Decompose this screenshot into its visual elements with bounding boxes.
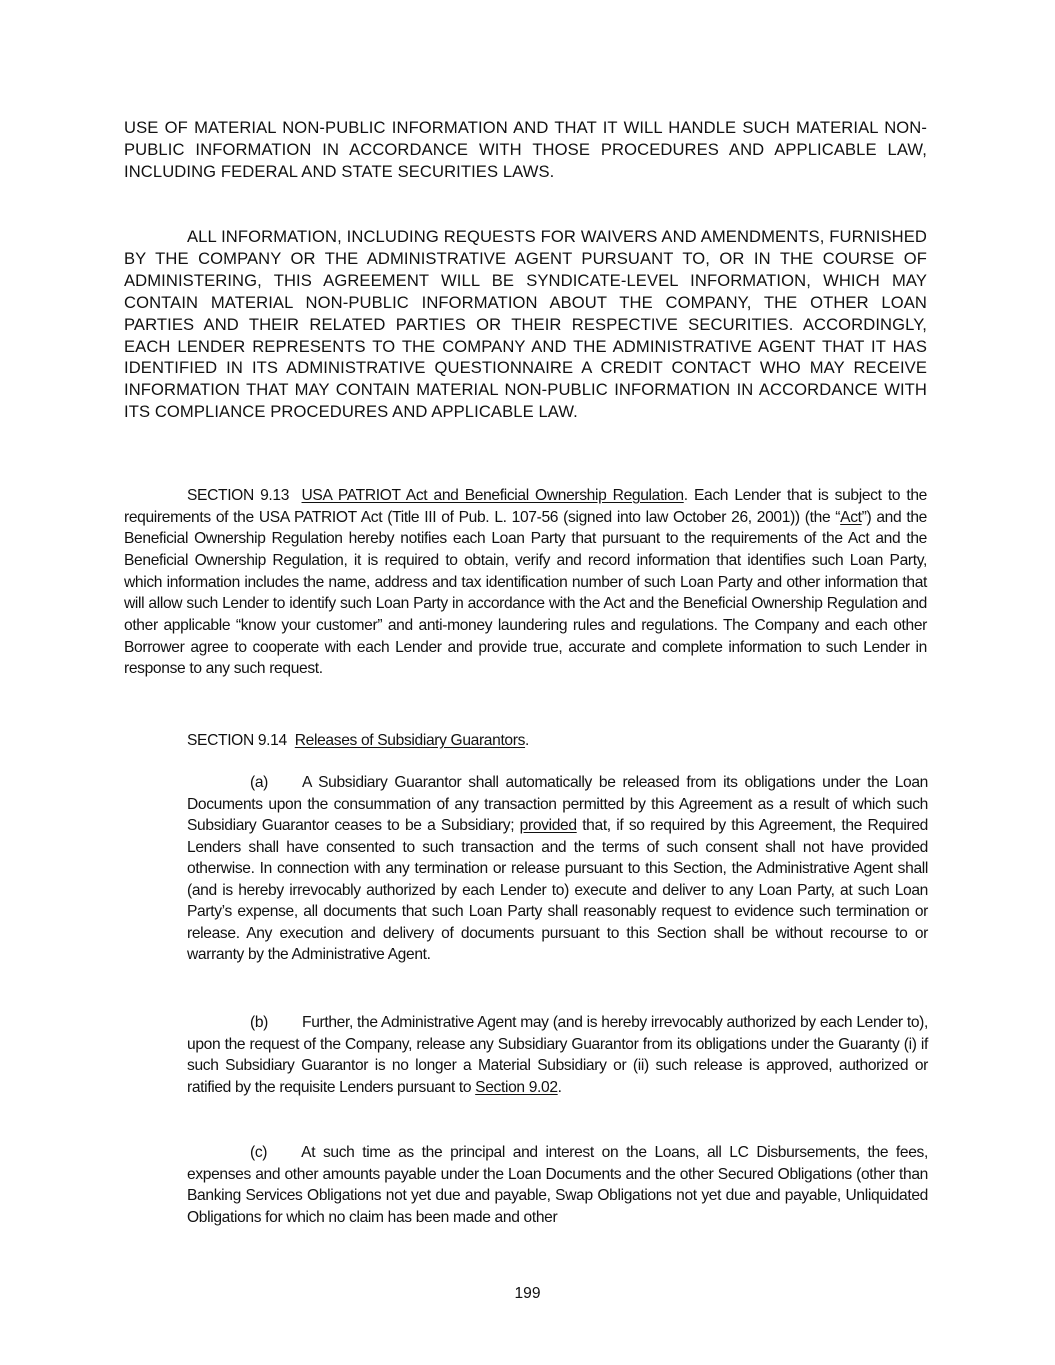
section-number: SECTION 9.13: [187, 487, 290, 504]
subsection-text: A Subsidiary Guarantor shall automatically be released from its obligations under the Loan Documents upon the consummation of any transaction permitted by this Agreement as a result of which such Subsidiary Guarantor ceases to be a Subsidiary;: [187, 774, 928, 835]
page-number: 199: [514, 1285, 541, 1302]
section-number: SECTION 9.14: [187, 732, 287, 749]
subsection-label: (b): [250, 1014, 269, 1031]
section-text: . Each Lender that is subject to the requirements of the USA PATRIOT Act (Title III of Pub. L. 107-56 (signed into law October 26, 2001)) (the “: [124, 487, 927, 526]
defined-term-act: Act: [840, 508, 862, 526]
heading-period: .: [525, 732, 530, 749]
term-provided: provided: [519, 817, 577, 835]
paragraph-mnpi-handling: USE OF MATERIAL NON-PUBLIC INFORMATION AND THAT IT WILL HANDLE SUCH MATERIAL NON-PUBLIC INFORMATION IN ACCORDANCE WITH THOSE PROCEDURES AND APPLICABLE LAW, INCLUDING FEDERAL AND STATE SECURITIES LAWS.: [124, 118, 927, 181]
subsection-text: Further, the Administrative Agent may (and is hereby irrevocably authorized by each Lender to), upon the request of the Company, release any Subsidiary Guarantor from its obligations under the Guaranty (i) if such Subsidiary Guarantor is no longer a Material Subsidiary or (ii) such release is approved, authorized or ratified by the requisite Lenders pursuant to: [187, 1014, 928, 1096]
subsection-b: [187, 1012, 928, 1098]
section-9-13-paragraph: [124, 485, 927, 680]
subsection-c: [187, 1142, 928, 1228]
subsection-a: [187, 772, 928, 966]
subsection-label: (a): [250, 774, 269, 791]
subsection-label: (c): [250, 1144, 268, 1161]
section-9-14-heading: [124, 730, 927, 752]
paragraph-syndicate-information: [124, 226, 927, 423]
paragraph-syndicate-information-text: ALL INFORMATION, INCLUDING REQUESTS FOR WAIVERS AND AMENDMENTS, FURNISHED BY THE COMPANY OR THE ADMINISTRATIVE AGENT PURSUANT TO, OR IN THE COURSE OF ADMINISTERING, THIS AGREEMENT WILL BE SYNDICATE-LEVEL INFORMATION, WHICH MAY CONTAIN MATERIAL NON-PUBLIC INFORMATION ABOUT THE COMPANY, THE OTHER LOAN PARTIES AND THEIR RELATED PARTIES OR THEIR RESPECTIVE SECURITIES. ACCORDINGLY, EACH LENDER REPRESENTS TO THE COMPANY AND THE ADMINISTRATIVE AGENT THAT IT HAS IDENTIFIED IN ITS ADMINISTRATIVE QUESTIONNAIRE A CREDIT CONTACT WHO MAY RECEIVE INFORMATION THAT MAY CONTAIN MATERIAL NON-PUBLIC INFORMATION IN ACCORDANCE WITH ITS COMPLIANCE PROCEDURES AND APPLICABLE LAW.: [124, 227, 927, 422]
subsection-text: that, if so required by this Agreement, the Required Lenders shall have consented to such transaction and the terms of such consent shall not have provided otherwise. In connection with any termination or release pursuant to this Section, the Administrative Agent shall (and is hereby irrevocably authorized by each Lender to) execute and deliver to any Loan Party, at such Loan Party’s expense, all documents that such Loan Party shall reasonably request to evidence such termination or release. Any execution and delivery of documents pursuant to this Section shall be without recourse to or warranty by the Administrative Agent.: [187, 817, 928, 964]
subsection-text: At such time as the principal and interest on the Loans, all LC Disbursements, the fees, expenses and other amounts payable under the Loan Documents and the other Secured Obligations (other than Banking Services Obligations not yet due and payable, Swap Obligations not yet due and payable, Unliquidated Obligations for which no claim has been made and other: [187, 1144, 928, 1226]
section-heading: USA PATRIOT Act and Beneficial Ownership Regulation: [301, 487, 684, 504]
section-text: ”) and the Beneficial Ownership Regulation hereby notifies each Loan Party that pursuant to the requirements of the Act and the Beneficial Ownership Regulation, it is required to obtain, verify and record information that identifies such Loan Party, which information includes the name, address and tax identification number of such Loan Party and other information that will allow such Lender to identify such Loan Party in accordance with the Act and the Beneficial Ownership Regulation and other applicable “know your customer” and anti-money laundering rules and regulations. The Company and each other Borrower agree to cooperate with each Lender and provide true, accurate and complete information to such Lender in response to any such request.: [124, 508, 927, 678]
cross-reference-section-9-02: Section 9.02: [475, 1078, 558, 1096]
subsection-text: .: [557, 1078, 562, 1096]
section-heading: Releases of Subsidiary Guarantors: [294, 732, 526, 749]
